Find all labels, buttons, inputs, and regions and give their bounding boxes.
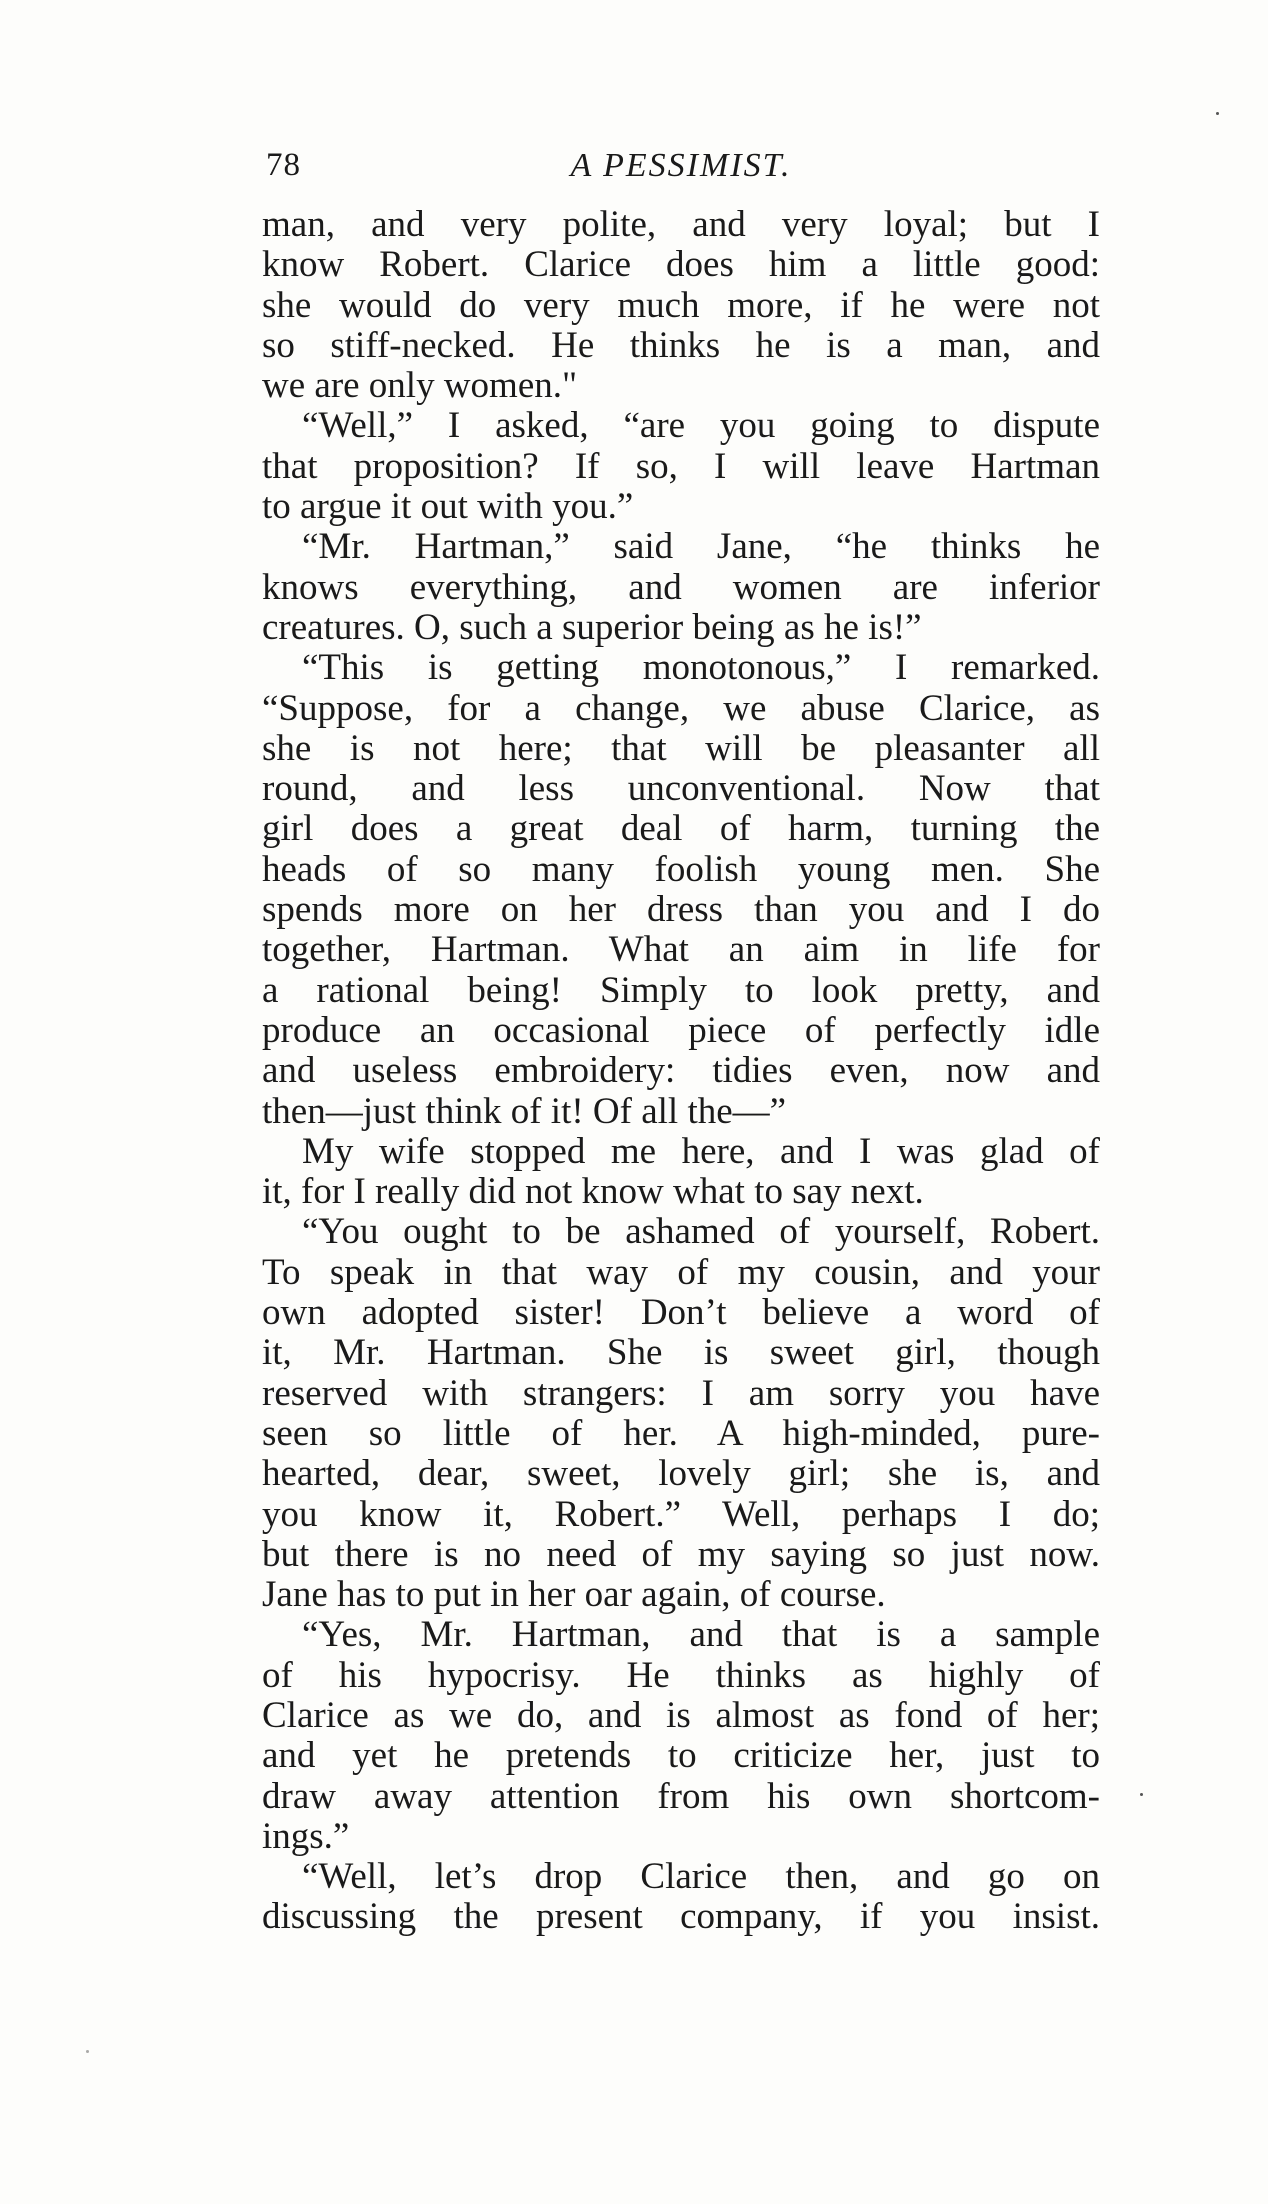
page-number: 78 <box>266 147 301 183</box>
text-line: she would do very much more, if he were not <box>262 285 1100 326</box>
text-line: ings.” <box>262 1816 350 1857</box>
page-header <box>262 143 1100 191</box>
text-line: of his hypocrisy. He thinks as highly of <box>262 1655 1100 1696</box>
text-line: “Yes, Mr. Hartman, and that is a sample <box>302 1615 1100 1656</box>
text-line: and useless embroidery: tidies even, now and <box>262 1051 1100 1092</box>
running-head: A PESSIMIST. <box>570 147 792 184</box>
text-line: “Well,” I asked, “are you going to dispute <box>302 406 1100 447</box>
text-line: “Suppose, for a change, we abuse Clarice, as <box>262 688 1100 729</box>
text-line: spends more on her dress than you and I do <box>262 890 1100 931</box>
text-line: Jane has to put in her oar again, of course. <box>262 1575 886 1616</box>
text-line: draw away attention from his own shortcom- <box>262 1776 1100 1817</box>
text-line: knows everything, and women are inferior <box>262 567 1100 608</box>
text-line: “This is getting monotonous,” I remarked. <box>302 648 1100 689</box>
text-line: “Mr. Hartman,” said Jane, “he thinks he <box>302 527 1100 568</box>
text-line: Clarice as we do, and is almost as fond of her; <box>262 1695 1100 1736</box>
body-text <box>262 205 1100 1938</box>
print-speck <box>1216 112 1219 115</box>
text-line: hearted, dear, sweet, lovely girl; she is, and <box>262 1454 1100 1495</box>
text-line: know Robert. Clarice does him a little good: <box>262 245 1100 286</box>
text-line: we are only women." <box>262 366 578 407</box>
text-line: “You ought to be ashamed of yourself, Robert. <box>302 1212 1100 1253</box>
text-line: “Well, let’s drop Clarice then, and go on <box>302 1857 1100 1898</box>
text-line: To speak in that way of my cousin, and your <box>262 1252 1100 1293</box>
text-line: produce an occasional piece of perfectly idle <box>262 1010 1100 1051</box>
text-line: she is not here; that will be pleasanter all <box>262 728 1100 769</box>
text-line: My wife stopped me here, and I was glad of <box>302 1131 1100 1172</box>
text-line: discussing the present company, if you insist. <box>262 1897 1100 1938</box>
text-line: but there is no need of my saying so just now. <box>262 1534 1100 1575</box>
text-line: girl does a great deal of harm, turning the <box>262 809 1100 850</box>
text-line: man, and very polite, and very loyal; but I <box>262 205 1100 245</box>
print-speck <box>1140 1793 1143 1796</box>
text-line: reserved with strangers: I am sorry you have <box>262 1373 1100 1414</box>
text-line: round, and less unconventional. Now that <box>262 769 1100 810</box>
text-line: you know it, Robert.” Well, perhaps I do; <box>262 1494 1100 1535</box>
text-line: it, Mr. Hartman. She is sweet girl, though <box>262 1333 1100 1374</box>
print-speck <box>86 2050 89 2053</box>
text-line: so stiff-necked. He thinks he is a man, and <box>262 325 1100 366</box>
text-line: and yet he pretends to criticize her, just to <box>262 1736 1100 1777</box>
text-line: creatures. O, such a superior being as he is!” <box>262 607 922 648</box>
text-line: it, for I really did not know what to say next. <box>262 1172 924 1213</box>
text-line: to argue it out with you.” <box>262 487 634 528</box>
text-line: heads of so many foolish young men. She <box>262 849 1100 890</box>
text-line: that proposition? If so, I will leave Hartman <box>262 446 1100 487</box>
text-line: a rational being! Simply to look pretty, and <box>262 970 1100 1011</box>
text-line: together, Hartman. What an aim in life for <box>262 930 1100 971</box>
text-line: seen so little of her. A high-minded, pure- <box>262 1413 1100 1454</box>
text-line: then—just think of it! Of all the—” <box>262 1091 787 1132</box>
text-line: own adopted sister! Don’t believe a word of <box>262 1293 1100 1334</box>
